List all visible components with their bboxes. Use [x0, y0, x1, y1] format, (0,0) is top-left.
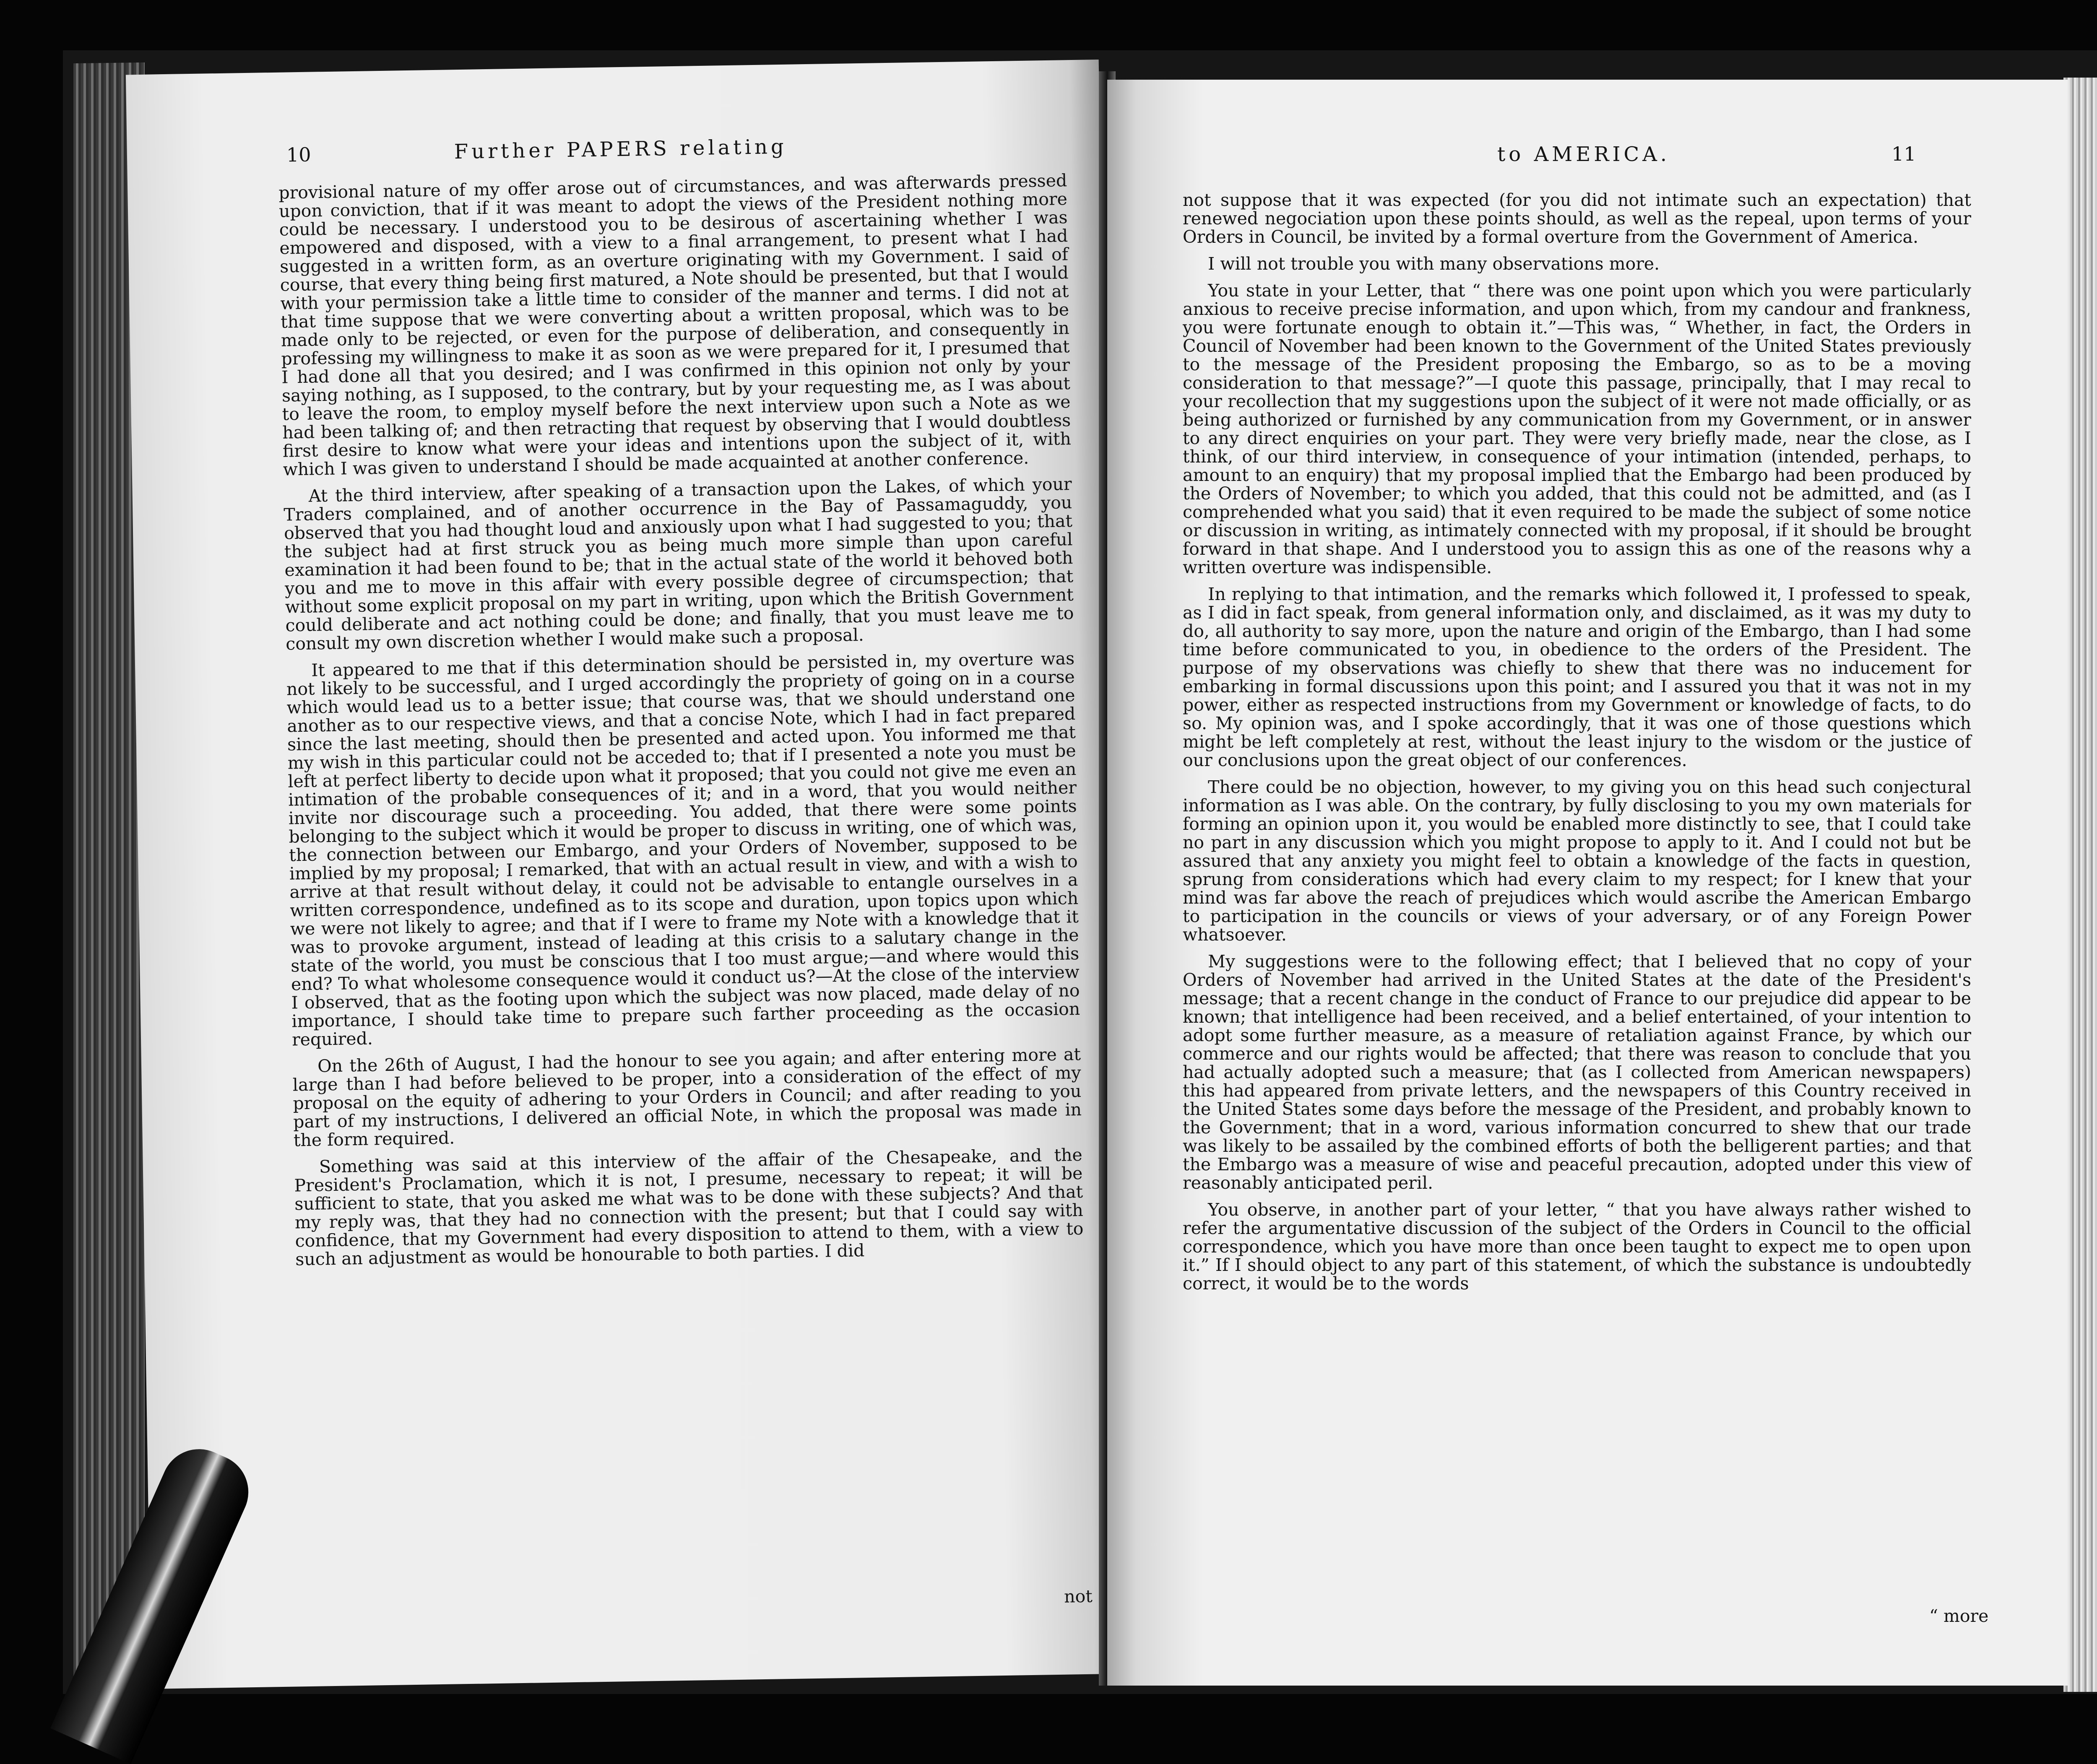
right-paragraph: I will not trouble you with many observations more.	[1208, 254, 1660, 274]
right-paragraph: not suppose that it was expected (for you did not intimate such an expectation) that renewed negociation upon these points should, as well as the repeal, upon terms of your Orders in Council, be invited by a formal overture from the Government of America.	[1183, 190, 1971, 247]
left-page-number: 10	[286, 143, 311, 166]
right-paragraph: You observe, in another part of your letter, “ that you have always rather wished to refer the argumentative discussion of the subject of the Orders in Council to the official correspondence, which you have more than once been taught to expect me to open upon it.” If I should object to any part of this statement, of which the substance is undoubtedly correct, it would be to the words	[1183, 1200, 1971, 1294]
left-catchword: not	[1064, 1586, 1093, 1607]
left-paragraph: On the 26th of August, I had the honour to see you again; and after entering more at large than I had before believed to be proper, into a consideration of the effect of my proposal on the equity of adhering to your Orders in Council; and after reading to you part of my instructions, I delivered an official Note, in which the proposal was made in the form required.	[292, 1044, 1082, 1151]
right-page	[1107, 80, 2068, 1686]
left-text-column	[278, 171, 1084, 1277]
right-paragraph: You state in your Letter, that “ there was one point upon which you were particularly anxious to receive precise information, and upon which, from my candour and frankness, you were fortunate enough to obtain it.”—This was, “ Whether, in fact, the Orders in Council of November had been known to the Government of the United States previously to the message of the President proposing the Embargo, so as to be a moving consideration to that message?”—I quote this passage, principally, that I may recal to your recollection that my suggestions upon the subject of it were not made officially, or as being authorized or furnished by any communication from my Government, or in answer to any direct enquiries on your part. They were very briefly made, near the close, as I think, of our third interview, in consequence of your intimation (intended, perhaps, to amount to an enquiry) that my proposal implied that the Embargo had been produced by the Orders of November; to which you added, that this could not be admitted, and (as I comprehended what you said) that it even required to be made the subject of some notice or discussion in writing, as intimately connected with my proposal, if it should be brought forward in that shape. And I understood you to assign this as one of the reasons why a written overture was indispensible.	[1183, 281, 1971, 577]
right-paragraph: My suggestions were to the following effect; that I believed that no copy of your Orders of November had arrived in the United States at the date of the President's message; that a recent change in the conduct of France to our prejudice did appear to be known; that intelligence had been received, and a belief entertained, of your intention to adopt some further measure, as a measure of retaliation against France, by which our commerce and our rights would be affected; that there was reason to conclude that you had actually adopted such a measure; that (as I collected from American newspapers) this had appeared from private letters, and the newspapers of this Country received in the United States some days before the message of the President, and probably known to the Government; that in a word, various information concurred to shew that our trade was likely to be assailed by the combined efforts of both the belligerent parties; and that the Embargo was a measure of wise and peaceful precaution, adopted under this view of reasonably anticipated peril.	[1183, 951, 1971, 1193]
left-paragraph: At the third interview, after speaking of a transaction upon the Lakes, of which your Traders complained, and of another occurrence in the Bay of Passamaguddy, you observed that you had thought loud and anxiously upon what I had suggested to you; that the subject had at first struck you as being much more simple than upon careful examination it had been found to be; that in the actual state of the world it behoved both you and me to move in this affair with every possible degree of circumspection; that without some explicit proposal on my part in writing, upon which the British Government could deliberate and act nothing could be done; and finally, that you must leave me to consult my own discretion whether I would make such a proposal.	[284, 474, 1074, 654]
right-text-column	[1183, 191, 1971, 1301]
left-paragraph: It appeared to me that if this determination should be persisted in, my overture was not likely to be successful, and I urged accordingly the propriety of going on in a course which would lead us to a better issue; that course was, that we should understand one another as to our respective views, and that a concise Note, which I had in fact prepared since the last meeting, should then be presented and acted upon. You informed me that my wish in this particular could not be acceded to; that if I presented a note you must be left at perfect liberty to decide upon what it proposed; that you could not give me even an intimation of the probable consequences of it; and in a word, that you would neither invite nor discourage such a proceeding. You added, that there were some points belonging to the subject which it would be proper to discuss in writing, one of which was, the connection between our Embargo, and your Orders of November, supposed to be implied by my proposal; I remarked, that with an actual result in view, and with a wish to arrive at that result without delay, it could not be advisable to entangle ourselves in a written correspondence, undefined as to its scope and duration, upon topics upon which we were not likely to agree; and that if I were to frame my Note with a knowledge that it was to provoke argument, instead of leading at this crisis to a salutary change in the state of the world, you must be conscious that I too must argue;—and where would this end? To what wholesome consequence would it conduct us?—At the close of the interview I observed, that as the footing upon which the subject was now placed, made delay of no importance, I should take time to prepare such farther proceeding as the occasion required.	[286, 648, 1080, 1050]
left-running-head: Further PAPERS relating	[454, 135, 787, 164]
right-running-head: to AMERICA.	[1497, 143, 1670, 166]
right-paragraph: In replying to that intimation, and the remarks which followed it, I professed to speak, as I did in fact speak, from general information only, and disclaimed, as it was my duty to do, all authority to say more, upon the nature and origin of the Embargo, than I had some time before communicated to you, in obedience to the orders of the President. The purpose of my observations was chiefly to shew that there was no inducement for embarking in formal discussions upon this point; and I assured you that it was not in my power, either as respected instructions from my Government or knowledge of facts, to do so. My opinion was, and I spoke accordingly, that it was one of those questions which might be left completely at rest, without the least injury to the wisdom or the justice of our conclusions upon the great object of our conferences.	[1183, 584, 1971, 770]
left-paragraph: Something was said at this interview of the affair of the Chesapeake, and the President's Proclamation, which it is not, I presume, necessary to repeat; it will be sufficient to state, that you asked me what was to be done with these subjects? And that my reply was, that they had no connection with the present; but that I could say with confidence, that my Government had every disposition to attend to them, with a view to such an adjustment as would be honourable to both parties. I did	[294, 1144, 1084, 1270]
right-page-edges	[2063, 78, 2097, 1692]
left-page	[126, 60, 1124, 1689]
right-page-number: 11	[1891, 143, 1916, 165]
right-paragraph: There could be no objection, however, to my giving you on this head such conjectural information as I was able. On the contrary, by fully disclosing to you my own materials for forming an opinion upon it, you would be enabled more distinctly to see, that I could take no part in any discussion which you might propose to apply to it. And I could not but be assured that any anxiety you might feel to obtain a knowledge of the facts in question, sprung from considerations which had every claim to my respect; for I knew that your mind was far above the reach of prejudices which would ascribe the American Embargo to participation in the councils or views of your adversary, or of any Foreign Power whatsoever.	[1183, 777, 1971, 945]
right-catchword: “ more	[1929, 1606, 1989, 1626]
left-paragraph: provisional nature of my offer arose out of circumstances, and was afterwards pressed upon conviction, that if it was meant to adopt the views of the President nothing more could be necessary. I understood you to be desirous of ascertaining whether I was empowered and disposed, with a view to a final arrangement, to present what I had suggested in a written form, as an overture originating with my Government. I said of course, that every thing being first matured, a Note should be presented, but that I would with your permission take a little time to consider of the manner and terms. I did not at that time suppose that we were converting about a written proposal, which was to be made only to be rejected, or even for the purpose of deliberation, and consequently in professing my willingness to make it as soon as we were prepared for it, I presumed that I had done all that you desired; and I was confirmed in this opinion not only by your saying nothing, as I supposed, to the contrary, but by your requesting me, as I was about to leave the room, to employ myself before the next interview upon such a Note as we had been talking of; and then retracting that request by observing that I would doubtless first desire to know what were your ideas and intentions upon the subject of it, with which I was given to understand I should be made acquainted at another conference.	[278, 170, 1072, 480]
